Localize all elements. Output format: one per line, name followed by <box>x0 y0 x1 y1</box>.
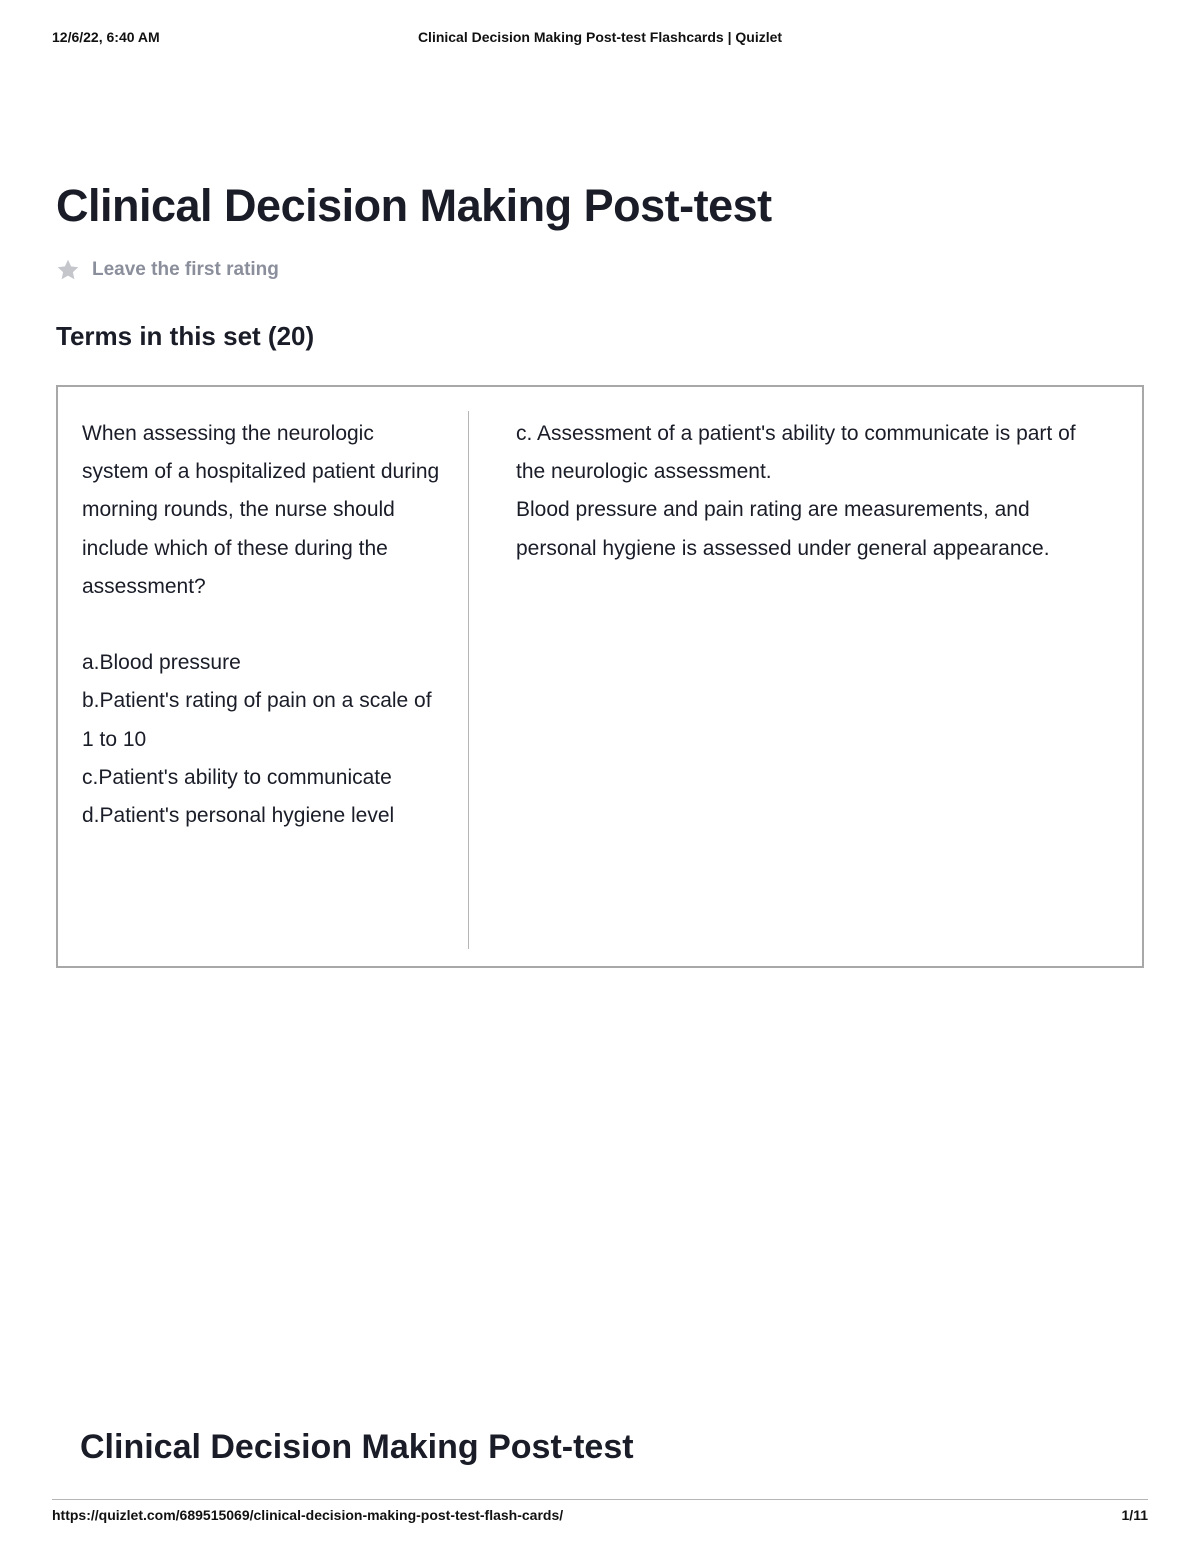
page-number: 1/11 <box>1121 1507 1148 1523</box>
set-title: Clinical Decision Making Post-test <box>56 180 772 231</box>
print-url: https://quizlet.com/689515069/clinical-decision-making-post-test-flash-cards/ <box>52 1507 564 1523</box>
print-date: 12/6/22, 6:40 AM <box>52 29 160 45</box>
print-header <box>52 29 1148 49</box>
flashcard <box>56 385 1144 968</box>
card-divider <box>468 411 469 949</box>
terms-heading: Terms in this set (20) <box>56 321 315 351</box>
rating-link[interactable] <box>56 257 279 283</box>
flashcard-term: When assessing the neurologic system of a hospitalized patient during morning rounds, the nurse should include which of these during the assessment? a.Blood pressure b.Patient's rating of pain on a scale of 1 to 10 c.Patient's ability to communicate d.Patient's personal hygiene level <box>82 422 440 828</box>
print-document-title: Clinical Decision Making Post-test Flashcards | Quizlet <box>417 29 783 45</box>
footer-divider <box>52 1499 1148 1500</box>
star-icon <box>56 258 80 282</box>
flashcard-definition: c. Assessment of a patient's ability to communicate is part of the neurologic assessment. Blood pressure and pain rating are measurements, and personal hygiene is assessed under general appearance. <box>516 422 1076 560</box>
print-footer <box>52 1507 1148 1527</box>
footer-set-title: Clinical Decision Making Post-test <box>80 1428 634 1466</box>
rating-text[interactable]: Leave the first rating <box>92 259 279 280</box>
